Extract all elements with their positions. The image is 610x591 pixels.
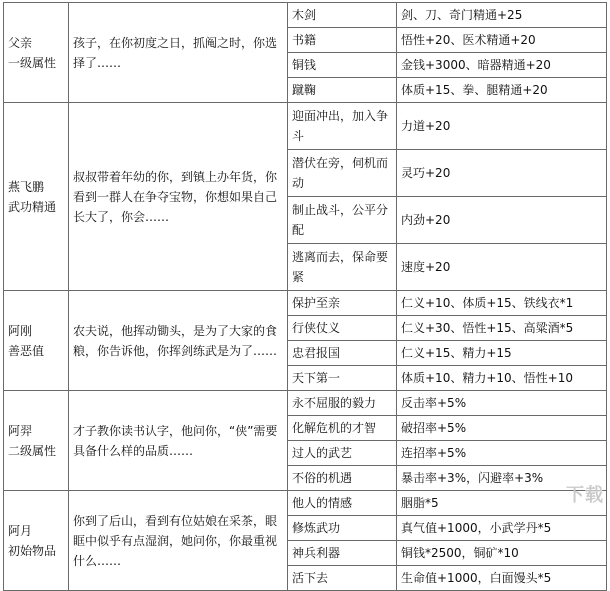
story-cell (69, 291, 288, 391)
character-cell (4, 291, 69, 391)
effect-cell (397, 28, 607, 53)
table-row (4, 391, 607, 416)
character-cell (4, 491, 69, 591)
effect-text: 反击率+5% (401, 396, 467, 410)
choice-text: 逃离而去，保命要紧 (292, 250, 389, 284)
choice-text: 他人的情感 (292, 496, 353, 510)
character-attribute-table (3, 2, 607, 591)
choice-text: 化解危机的才智 (292, 421, 377, 435)
character-label: 阿刚 善恶值 (8, 323, 45, 358)
effect-text: 铜钱*2500，铜矿*10 (401, 546, 519, 560)
effect-text: 体质+15、拳、腿精通+20 (401, 83, 548, 97)
choice-cell (288, 416, 397, 441)
effect-text: 仁义+30、悟性+15、高粱酒*5 (401, 321, 574, 335)
choice-text: 忠君报国 (292, 346, 341, 360)
story-cell (69, 491, 288, 591)
effect-text: 体质+10、精力+10、悟性+10 (401, 371, 573, 385)
choice-text: 神兵利器 (292, 546, 341, 560)
choice-cell (288, 150, 397, 197)
choice-text: 不俗的机遇 (292, 471, 353, 485)
effect-cell (397, 316, 607, 341)
effect-text: 生命值+1000，白面馒头*5 (401, 571, 552, 585)
effect-text: 连招率+5% (401, 446, 467, 460)
effect-text: 真气值+1000，小武学丹*5 (401, 521, 552, 535)
effect-text: 仁义+10、体质+15、铁线衣*1 (401, 296, 574, 310)
choice-text: 蹴鞠 (292, 83, 317, 97)
effect-text: 悟性+20、医术精通+20 (401, 33, 536, 47)
choice-text: 迎面冲出，加入争斗 (292, 109, 389, 143)
character-cell (4, 391, 69, 491)
choice-cell (288, 366, 397, 391)
choice-cell (288, 566, 397, 591)
choice-cell (288, 391, 397, 416)
effect-cell (397, 78, 607, 103)
effect-cell (397, 541, 607, 566)
choice-text: 永不屈服的毅力 (292, 396, 377, 410)
choice-text: 天下第一 (292, 371, 341, 385)
choice-cell (288, 28, 397, 53)
character-cell (4, 103, 69, 291)
effect-cell (397, 366, 607, 391)
effect-text: 灵巧+20 (401, 166, 451, 180)
effect-cell (397, 53, 607, 78)
choice-cell (288, 316, 397, 341)
table-row (4, 103, 607, 150)
choice-cell (288, 491, 397, 516)
effect-cell (397, 391, 607, 416)
story-text: 农夫说，他挥动锄头，是为了大家的食粮，你告诉他，你挥剑练武是为了…… (73, 323, 278, 358)
effect-text: 暴击率+3%，闪避率+3% (401, 471, 544, 485)
effect-cell (397, 341, 607, 366)
choice-text: 过人的武艺 (292, 446, 353, 460)
choice-cell (288, 341, 397, 366)
effect-text: 内劲+20 (401, 213, 451, 227)
table-row (4, 491, 607, 516)
choice-cell (288, 103, 397, 150)
character-label: 阿月 初始物品 (8, 523, 57, 558)
choice-cell (288, 197, 397, 244)
choice-text: 书籍 (292, 33, 317, 47)
effect-cell (397, 566, 607, 591)
effect-text: 力道+20 (401, 119, 451, 133)
effect-text: 胭脂*5 (401, 496, 439, 510)
effect-text: 金钱+3000、暗器精通+20 (401, 58, 551, 72)
choice-cell (288, 53, 397, 78)
effect-text: 破招率+5% (401, 421, 467, 435)
story-text: 才子教你读书认字，他问你，“侠”需要具备什么样的品质…… (73, 423, 278, 458)
effect-text: 仁义+15、精力+15 (401, 346, 512, 360)
choice-cell (288, 291, 397, 316)
choice-text: 木剑 (292, 8, 317, 22)
effect-cell (397, 291, 607, 316)
choice-cell (288, 3, 397, 28)
watermark-logo: 下载 (566, 485, 604, 506)
choice-cell (288, 441, 397, 466)
table-row (4, 291, 607, 316)
choice-cell (288, 466, 397, 491)
character-cell (4, 3, 69, 103)
choice-text: 制止战斗，公平分配 (292, 203, 389, 237)
effect-cell (397, 516, 607, 541)
story-cell (69, 391, 288, 491)
effect-cell (397, 103, 607, 150)
effect-cell (397, 244, 607, 291)
choice-text: 修炼武功 (292, 521, 341, 535)
story-text: 孩子，在你初度之日，抓阄之时，你选择了…… (73, 35, 278, 70)
table-row (4, 3, 607, 28)
choice-text: 保护至亲 (292, 296, 341, 310)
choice-cell (288, 244, 397, 291)
character-label: 阿羿 二级属性 (8, 423, 57, 458)
story-cell (69, 3, 288, 103)
story-cell (69, 103, 288, 291)
choice-text: 潜伏在旁，伺机而动 (292, 156, 389, 190)
choice-text: 活下去 (292, 571, 329, 585)
character-label: 燕飞鹏 武功精通 (8, 179, 57, 214)
choice-cell (288, 516, 397, 541)
story-text: 你到了后山，看到有位姑娘在采茶，眼眶中似乎有点湿润，她问你，你最重视什么…… (73, 513, 278, 568)
character-label: 父亲 一级属性 (8, 35, 57, 70)
choice-text: 行侠仗义 (292, 321, 341, 335)
effect-text: 速度+20 (401, 260, 451, 274)
choice-cell (288, 541, 397, 566)
effect-cell (397, 3, 607, 28)
effect-cell (397, 197, 607, 244)
effect-cell (397, 416, 607, 441)
choice-text: 铜钱 (292, 58, 317, 72)
effect-cell (397, 150, 607, 197)
effect-cell (397, 441, 607, 466)
story-text: 叔叔带着年幼的你，到镇上办年货，你看到一群人在争夺宝物，你想如果自己长大了，你会…… (73, 169, 278, 224)
effect-text: 剑、刀、奇门精通+25 (401, 8, 523, 22)
choice-cell (288, 78, 397, 103)
